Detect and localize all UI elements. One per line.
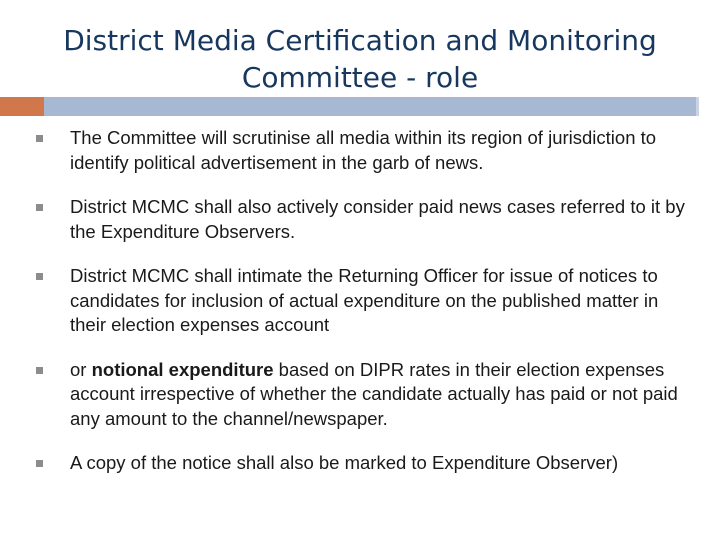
bullet-item	[34, 264, 686, 338]
square-bullet-icon	[36, 135, 43, 142]
bullet-item	[34, 358, 686, 432]
bullet-item	[34, 126, 686, 175]
bullet-list	[34, 126, 686, 496]
bullet-text	[70, 359, 678, 429]
bullet-item	[34, 195, 686, 244]
square-bullet-icon	[36, 204, 43, 211]
square-bullet-icon	[36, 460, 43, 467]
slide-title	[20, 22, 700, 96]
square-bullet-icon	[36, 367, 43, 374]
bullet-item	[34, 451, 686, 476]
square-bullet-icon	[36, 273, 43, 280]
bullet-text-bold: notional expenditure	[91, 358, 274, 380]
bullet-text-prefix: or	[70, 358, 92, 380]
title-divider-bar	[44, 97, 698, 116]
divider-bar-end	[696, 97, 699, 116]
accent-block	[0, 97, 44, 116]
bullet-text: The Committee will scrutinise all media within its region of jurisdiction to identify political advertisement in the garb of news.	[70, 127, 657, 173]
bullet-text: A copy of the notice shall also be marked to Expenditure Observer)	[70, 452, 619, 473]
slide-title-line-2: Committee - role	[241, 61, 479, 94]
bullet-text: District MCMC shall also actively consider paid news cases referred to it by the Expenditure Observers.	[70, 196, 685, 242]
slide-title-line-1: District Media Certification and Monitoring	[63, 24, 657, 57]
bullet-text: District MCMC shall intimate the Returning Officer for issue of notices to candidates for inclusion of actual expenditure on the published matter in their election expenses account	[70, 265, 659, 335]
bullet-text-suffix: based on DIPR rates in their election expenses account irrespective of whether the candidate actually has paid or not paid any amount to the channel/newspaper.	[70, 358, 678, 429]
